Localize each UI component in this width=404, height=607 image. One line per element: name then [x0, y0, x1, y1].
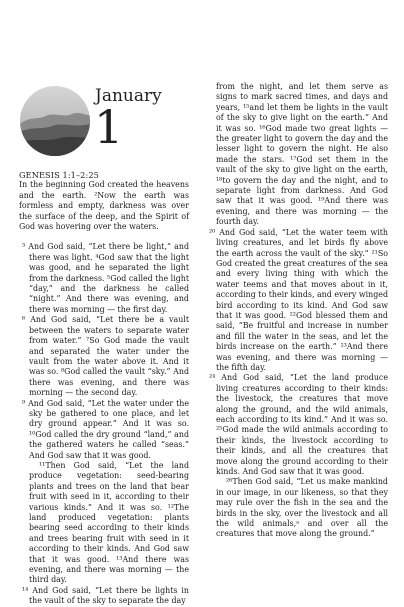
verse-paragraph: ⁶ And God said, “Let there be a vault between the waters to separate water from water.” ⁷So God made the vault and separated the water under the vault from the water above it. And it was so. ⁸God called the vault “sky.” And there was evening, and there was morning — the second day. — [22, 315, 189, 398]
verse-paragraph: ³ And God said, “Let there be light,” and there was light. ⁴God saw that the light was good, and he separated the light from the darkness. ⁵God called the light “day,” and the darkness he called “night.” And there was evening, and there was morning — the first day. — [22, 242, 189, 314]
paragraph: In the beginning God created the heavens and the earth. ²Now the earth was formless and empty, darkness was over the surface of the deep, and the Spirit of God was hovering over the waters. — [19, 180, 189, 232]
scripture-reference: GENESIS 1:1–2:25 — [19, 170, 99, 180]
verse-paragraph: from the night, and let them serve as signs to mark sacred times, and days and years, ¹⁵and let them be lights in the vault of the sky to give light on the earth.” And it was so. ¹⁶God made two great lights — the greater light to govern the day and the lesser light to govern the night. He also made the stars. ¹⁷God set them in the vault of the sky to give light on the earth, ¹⁸to govern the day and the night, and to separate light from darkness. And God saw that it was good. ¹⁹And there was evening, and there was morning — the fourth day. — [216, 82, 388, 227]
month-label: January — [95, 86, 162, 106]
verse-paragraph: ¹⁴ And God said, “Let there be lights in the vault of the sky to separate the day — [22, 585, 189, 606]
day-number: 1 — [94, 100, 124, 154]
text-column-right — [206, 82, 388, 540]
verse-paragraph: ²⁶Then God said, “Let us make mankind in our image, in our likeness, so that they may rule over the fish in the sea and the birds in the sky, over the livestock and all the wild animals,ᵃ and over all the creatures that move along the ground.” — [216, 477, 388, 539]
verse-paragraph: ⁹ And God said, “Let the water under the sky be gathered to one place, and let dry ground appear.” And it was so. ¹⁰God called the dry ground “land,” and the gathered waters he called “seas.” And God saw that it was good. — [22, 398, 189, 460]
verse-paragraph: ²⁰ And God said, “Let the water teem with living creatures, and let birds fly above the earth across the vault of the sky.” ²¹So God created the great creatures of the sea and every living thing with which the water teems and that moves about in it, according to their kinds, and every winged bird according to its kind. And God saw that it was good. ²²God blessed them and said, “Be fruitful and increase in number and fill the water in the seas, and let the birds increase on the earth.” ²³And there was evening, and there was morning — the fifth day. — [209, 227, 388, 372]
landscape-medallion-icon — [20, 86, 90, 156]
verse-paragraph: ²⁴ And God said, “Let the land produce living creatures according to their kinds: the livestock, the creatures that move along the ground, and the wild animals, each according to its kind.” And it was so. ²⁵God made the wild animals according to their kinds, the livestock according to their kinds, and all the creatures that move along the ground according to their kinds. And God saw that it was good. — [209, 373, 388, 477]
verse-paragraph: ¹¹Then God said, “Let the land produce vegetation: seed-bearing plants and trees on the land that bear fruit with seed in it, according to their various kinds.” And it was so. ¹²The land produced vegetation: plants bearing seed according to their kinds and trees bearing fruit with seed in it according to their kinds. And God saw that it was good. ¹³And there was evening, and there was morning — the third day. — [29, 460, 189, 585]
text-column-left — [19, 170, 189, 607]
